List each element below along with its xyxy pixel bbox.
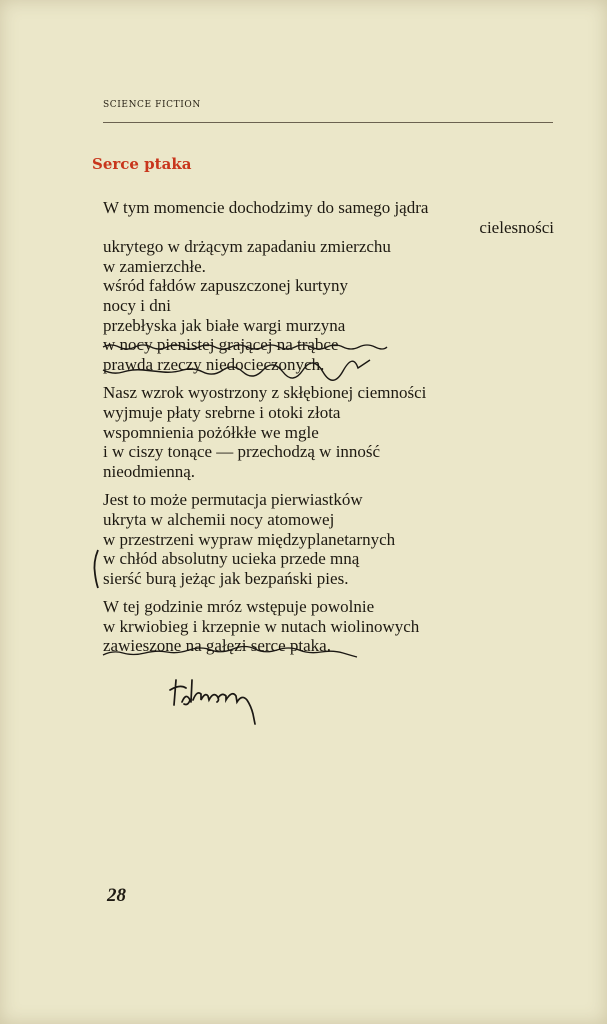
poem-title: Serce ptaka bbox=[92, 155, 192, 173]
page-number: 28 bbox=[107, 885, 126, 906]
poem-line: i w ciszy tonące — przechodzą w inność bbox=[103, 442, 381, 462]
margin-bracket bbox=[94, 550, 98, 588]
poem-line: wspomnienia pożółkłe we mgle bbox=[103, 422, 319, 442]
stanza-3 bbox=[103, 490, 558, 588]
stanza-2 bbox=[103, 383, 558, 481]
poem-line: w nocy pienistej grającej na trąbce bbox=[103, 335, 339, 355]
poem-line: ukryta w alchemii nocy atomowej bbox=[103, 509, 335, 529]
poem-line: w zamierzchłe. bbox=[103, 256, 206, 276]
stanza-1 bbox=[103, 198, 558, 374]
poem-line: W tym momencie dochodzimy do samego jądra bbox=[103, 198, 429, 217]
poem-line: przebłyska jak białe wargi murzyna bbox=[103, 315, 346, 335]
header-rule bbox=[103, 122, 553, 123]
poem-line: ukrytego w drżącym zapadaniu zmierzchu bbox=[103, 237, 391, 257]
poem-line: w chłód absolutny ucieka przede mną bbox=[103, 549, 360, 569]
poem-body bbox=[103, 198, 558, 665]
poem-line: w przestrzeni wypraw międzyplanetarnych bbox=[103, 529, 396, 549]
poem-line: wyjmuje płaty srebrne i otoki złota bbox=[103, 402, 341, 422]
poem-line: W tej godzinie mróz wstępuje powolnie bbox=[103, 597, 375, 617]
poem-line: wśród fałdów zapuszczonej kurtyny bbox=[103, 276, 349, 296]
poem-line: zawieszone na gałęzi serce ptaka. bbox=[103, 636, 331, 656]
stanza-4 bbox=[103, 597, 558, 656]
poem-line: Jest to może permutacja pierwiastków bbox=[103, 490, 363, 510]
poem-line: Nasz wzrok wyostrzony z skłębionej ciemności bbox=[103, 383, 427, 403]
poem-line: nocy i dni bbox=[103, 295, 171, 315]
poem-line: prawda rzeczy niedocieczonych. bbox=[103, 354, 325, 374]
poem-line: cielesności bbox=[479, 217, 554, 237]
signature-mark bbox=[170, 680, 255, 724]
poem-line: sierść burą jeżąc jak bezpański pies. bbox=[103, 568, 349, 588]
poem-line: nieodmienną. bbox=[103, 461, 196, 481]
running-head: SCIENCE FICTION bbox=[103, 100, 201, 110]
poem-line: w krwiobieg i krzepnie w nutach wiolinowych bbox=[103, 616, 420, 636]
